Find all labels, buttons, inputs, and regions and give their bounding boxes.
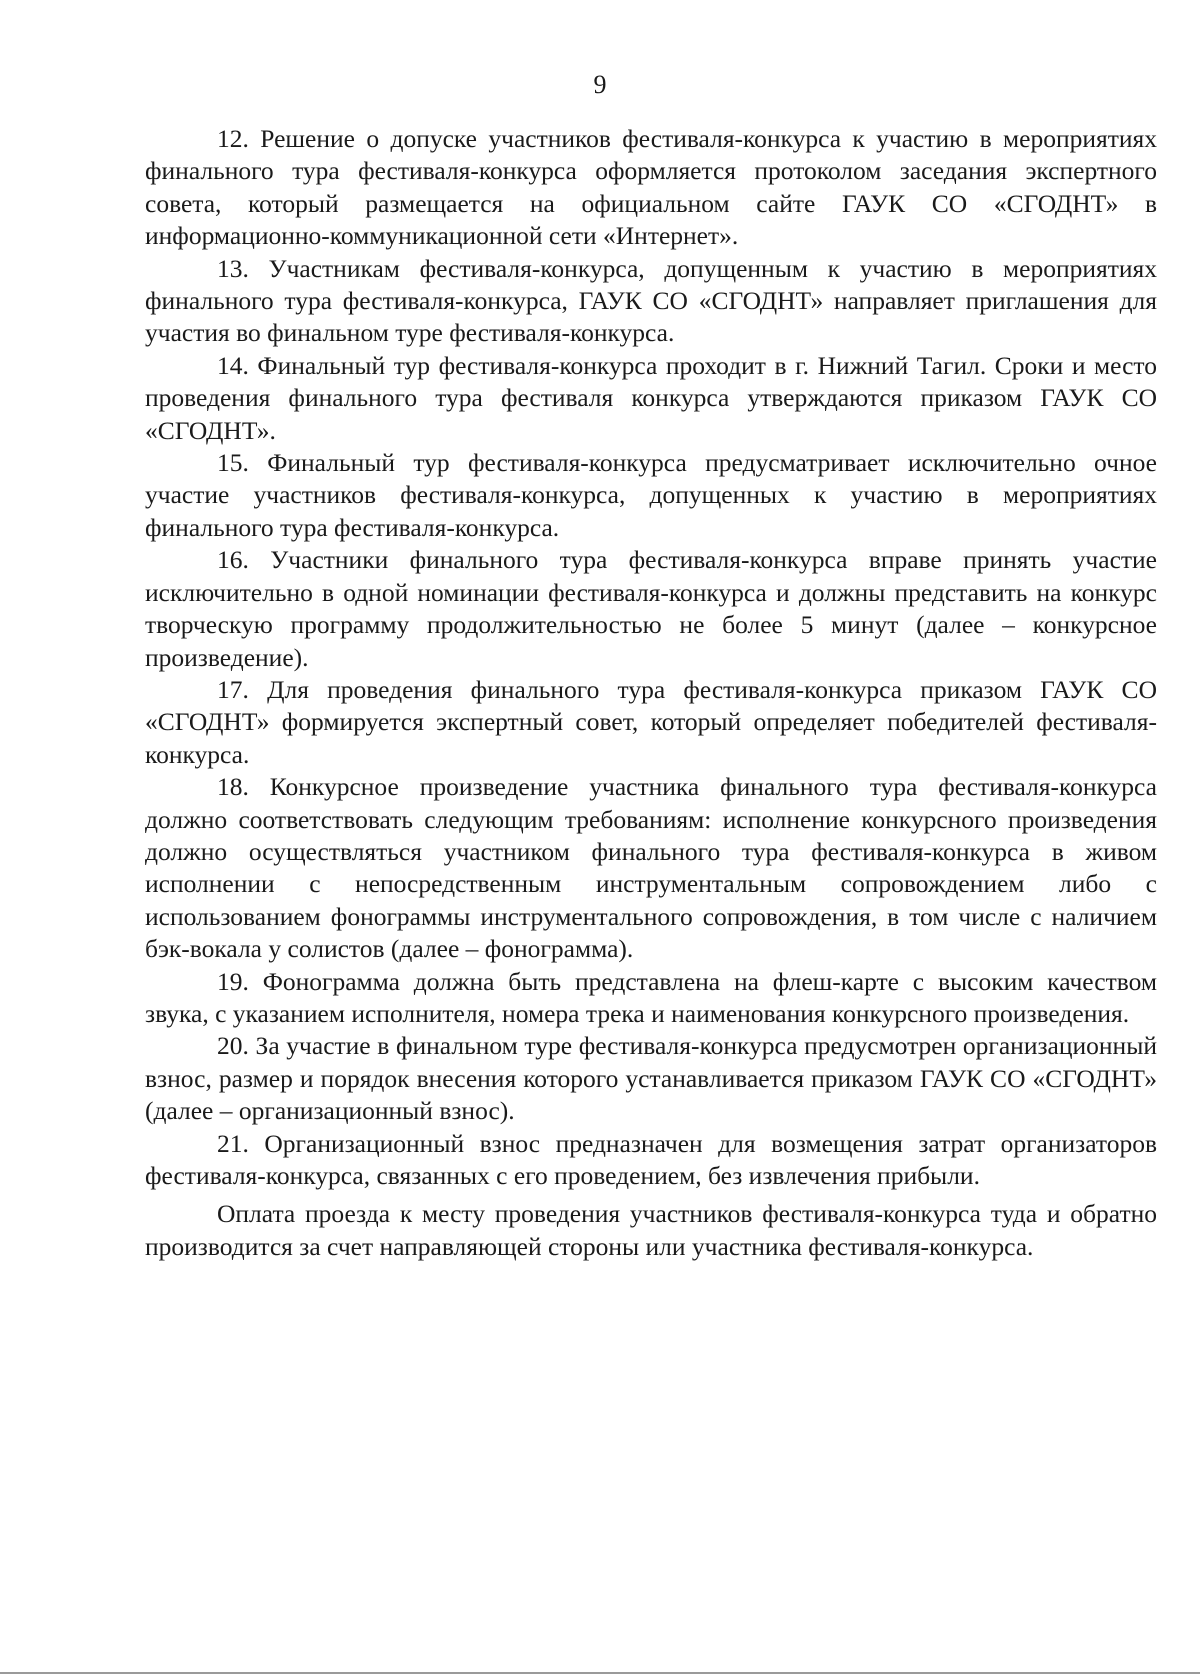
paragraph-payment: Оплата проезда к месту проведения участников фестиваля-конкурса туда и обратно производится за счет направляющей стороны или участника фестиваля-конкурса. bbox=[145, 1199, 1157, 1261]
scan-edge-line bbox=[0, 1672, 1200, 1674]
paragraph-17: 17. Для проведения финального тура фестиваля-конкурса приказом ГАУК СО «СГОДНТ» формируется экспертный совет, который определяет победителей фестиваля-конкурса. bbox=[145, 674, 1157, 769]
paragraph-18: 18. Конкурсное произведение участника финального тура фестиваля-конкурса должно соответствовать следующим требованиям: исполнение конкурсного произведения должно осуществляться участником финального тура фестиваля-конкурса в живом исполнении с непосредственным инструментальным сопровождением либо с использованием фонограммы инструментального сопровождения, в том числе с наличием бэк-вокала у солистов (далее – фонограмма). bbox=[145, 772, 1157, 964]
paragraph-20: 20. За участие в финальном туре фестиваля-конкурса предусмотрен организационный взнос, размер и порядок внесения которого устанавливается приказом ГАУК СО «СГОДНТ» (далее – организационный взнос). bbox=[145, 1031, 1157, 1126]
paragraph-16: 16. Участники финального тура фестиваля-конкурса вправе принять участие исключительно в одной номинации фестиваля-конкурса и должны представить на конкурс творческую программу продолжительностью не более 5 минут (далее – конкурсное произведение). bbox=[145, 545, 1157, 672]
paragraph-19: 19. Фонограмма должна быть представлена на флеш-карте с высоким качеством звука, с указанием исполнителя, номера трека и наименования конкурсного произведения. bbox=[145, 966, 1157, 1028]
paragraph-13: 13. Участникам фестиваля-конкурса, допущенным к участию в мероприятиях финального тура фестиваля-конкурса, ГАУК СО «СГОДНТ» направляет приглашения для участия во финальном туре фестиваля-конкурса. bbox=[145, 253, 1157, 348]
paragraph-21: 21. Организационный взнос предназначен для возмещения затрат организаторов фестиваля-конкурса, связанных с его проведением, без извлечения прибыли. bbox=[145, 1128, 1157, 1190]
paragraph-15: 15. Финальный тур фестиваля-конкурса предусматривает исключительно очное участие участников фестиваля-конкурса, допущенных к участию в мероприятиях финального тура фестиваля-конкурса. bbox=[145, 448, 1157, 542]
paragraph-14: 14. Финальный тур фестиваля-конкурса проходит в г. Нижний Тагил. Сроки и место проведения финального тура фестиваля конкурса утверждаются приказом ГАУК СО «СГОДНТ». bbox=[145, 350, 1157, 445]
document-body bbox=[145, 123, 1157, 1263]
page-number: 9 bbox=[593, 70, 607, 99]
paragraph-12: 12. Решение о допуске участников фестиваля-конкурса к участию в мероприятиях финального тура фестиваля-конкурса оформляется протоколом заседания экспертного совета, который размещается на официальном сайте ГАУК СО «СГОДНТ» в информационно-коммуникационной сети «Интернет». bbox=[145, 124, 1157, 251]
